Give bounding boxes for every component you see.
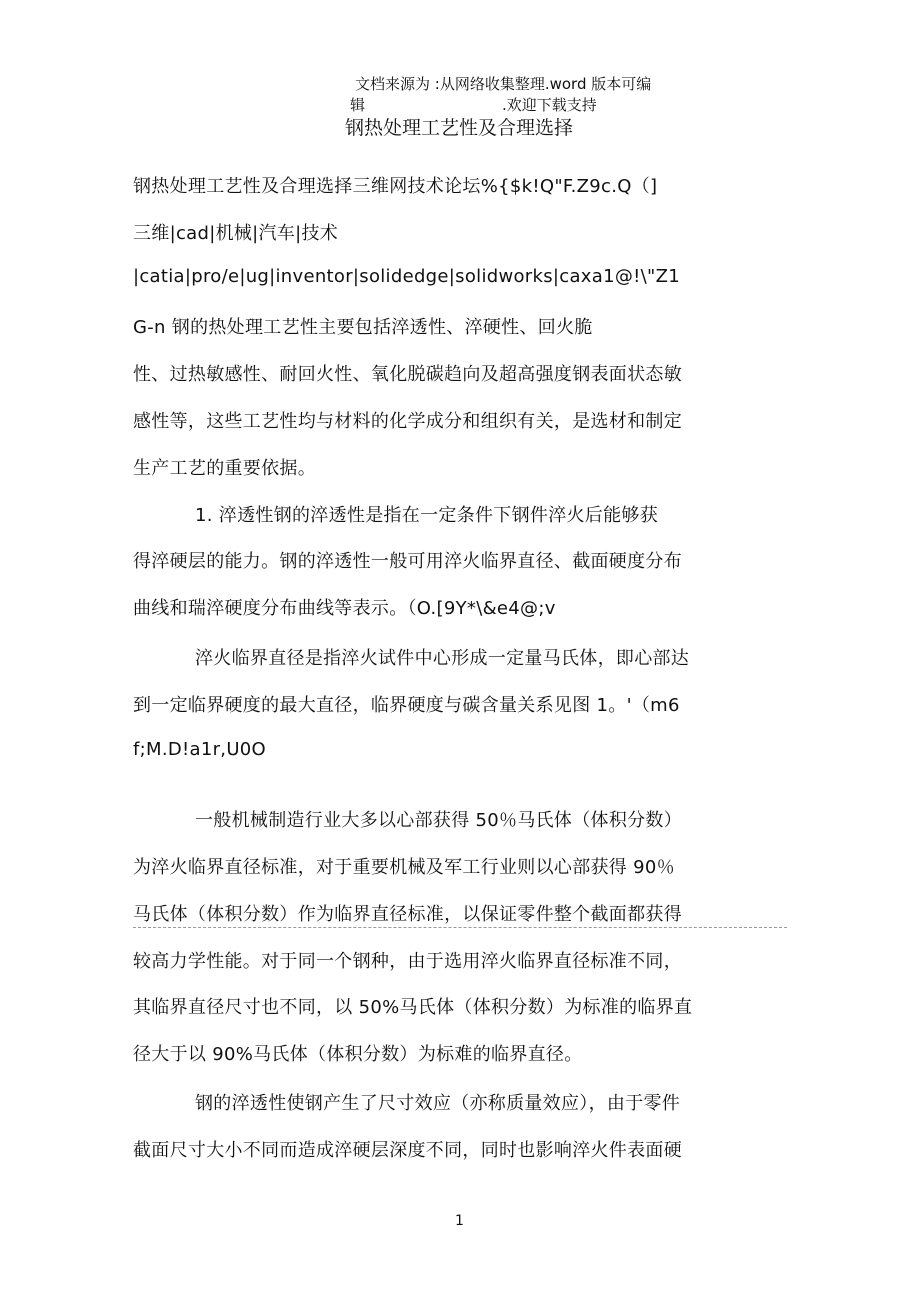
body-text-line: 到一定临界硬度的最大直径，临界硬度与碳含量关系见图 1。'（m6 <box>133 695 680 716</box>
body-text-line: 一般机械制造行业大多以心部获得 50％马氏体（体积分数） <box>195 810 683 831</box>
body-text-line: 三维|cad|机械|汽车|技术 <box>133 223 339 244</box>
body-text-line: 为淬火临界直径标准，对于重要机械及军工行业则以心部获得 90％ <box>133 857 675 878</box>
body-text-line: 马氏体（体积分数）作为临界直径标准，以保证零件整个截面都获得 <box>133 904 682 925</box>
body-text-line: 淬火临界直径是指淬火试件中心形成一定量马氏体，即心部达 <box>195 648 690 669</box>
body-text-line: G-n 钢的热处理工艺性主要包括淬透性、淬硬性、回火脆 <box>133 317 593 338</box>
header-download-note: .欢迎下载支持 <box>502 96 597 114</box>
body-text-line: 钢热处理工艺性及合理选择三维网技术论坛%{$k!Q"F.Z9c.Q（] <box>133 176 658 197</box>
header-edit-char: 辑 <box>350 96 366 114</box>
body-text-line: 性、过热敏感性、耐回火性、氧化脱碳趋向及超高强度钢表面状态敏 <box>133 364 682 385</box>
dashed-divider <box>133 927 787 928</box>
body-text-line: 较高力学性能。对于同一个钢种，由于选用淬火临界直径标准不同， <box>133 951 682 972</box>
body-text-line: 截面尺寸大小不同而造成淬硬层深度不同，同时也影响淬火件表面硬 <box>133 1140 682 1161</box>
body-text-line: 1. 淬透性钢的淬透性是指在一定条件下钢件淬火后能够获 <box>195 505 658 526</box>
page-number: 1 <box>455 1213 464 1229</box>
body-text-line: 感性等，这些工艺性均与材料的化学成分和组织有关，是选材和制定 <box>133 411 682 432</box>
body-text-line: 生产工艺的重要依据。 <box>133 458 316 479</box>
body-text-line: 径大于以 90%马氏体（体积分数）为标难的临界直径。 <box>133 1044 583 1065</box>
body-text-line: 钢的淬透性使钢产生了尺寸效应（亦称质量效应），由于零件 <box>195 1093 681 1114</box>
body-text-line: 得淬硬层的能力。钢的淬透性一般可用淬火临界直径、截面硬度分布 <box>133 551 682 572</box>
document-title: 钢热处理工艺性及合理选择 <box>345 117 574 139</box>
body-text-line: 其临界直径尺寸也不同，以 50%马氏体（体积分数）为标准的临界直 <box>133 997 693 1018</box>
body-text-line: f;M.D!a1r,U0O <box>133 739 267 760</box>
header-source-line: 文档来源为 :从网络收集整理.word 版本可编 <box>355 75 652 93</box>
body-text-line: 曲线和瑞淬硬度分布曲线等表示。（O.[9Y*\&e4@;v <box>133 598 556 619</box>
body-text-line: |catia|pro/e|ug|inventor|solidedge|solidworks|caxa1@!\"Z1 <box>133 266 680 287</box>
